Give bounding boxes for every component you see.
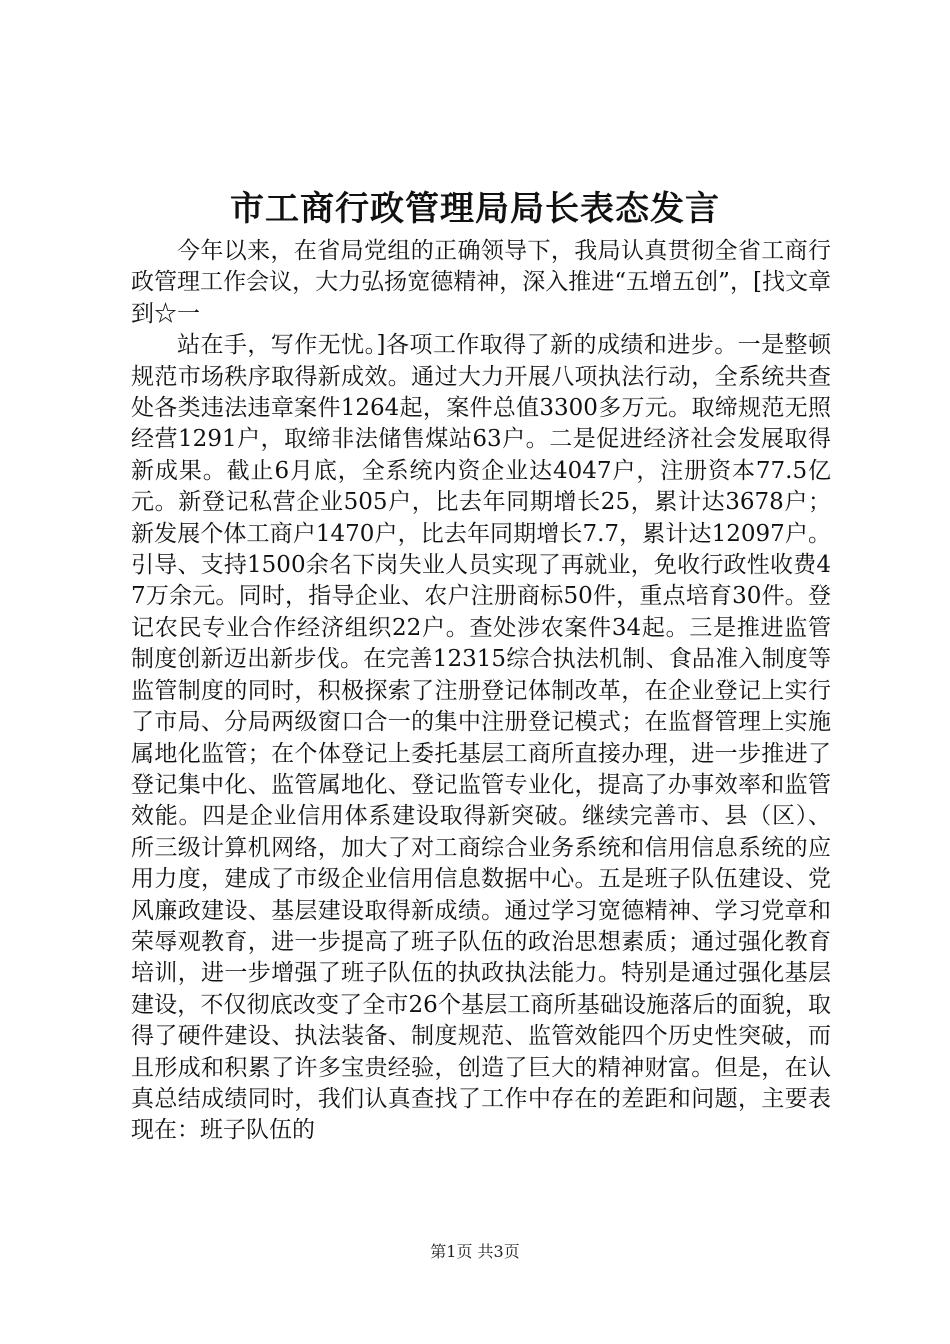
- document-body: [131, 236, 831, 1147]
- paragraph-intro: 今年以来，在省局党组的正确领导下，我局认真贯彻全省工商行政管理工作会议，大力弘扬宽德精神，深入推进“五增五创”，[找文章到☆一: [131, 238, 831, 327]
- page-number-footer: 第1页 共3页: [430, 1242, 520, 1261]
- document-title: 市工商行政管理局局长表态发言: [230, 189, 720, 229]
- paragraph-main: 站在手，写作无忧。]各项工作取得了新的成绩和进步。一是整顿规范市场秩序取得新成效。通过大力开展八项执法行动，全系统共查处各类违法违章案件1264起，案件总值3300多万元。取缔规范无照经营1291户，取缔非法储售煤站63户。二是促进经济社会发展取得新成果。截止6月底，全系统内资企业达4047户，注册资本77.5亿元。新登记私营企业505户，比去年同期增长25，累计达3678户；新发展个体工商户1470户，比去年同期增长7.7，累计达12097户。引导、支持1500余名下岗失业人员实现了再就业，免收行政性收费47万余元。同时，指导企业、农户注册商标50件，重点培育30件。登记农民专业合作经济组织22户。查处涉农案件34起。三是推进监管制度创新迈出新步伐。在完善12315综合执法机制、食品准入制度等监管制度的同时，积极探索了注册登记体制改革，在企业登记上实行了市局、分局两级窗口合一的集中注册登记模式；在监督管理上实施属地化监管；在个体登记上委托基层工商所直接办理，进一步推进了登记集中化、监管属地化、登记监管专业化，提高了办事效率和监管效能。四是企业信用体系建设取得新突破。继续完善市、县（区）、所三级计算机网络，加大了对工商综合业务系统和信用信息系统的应用力度，建成了市级企业信用信息数据中心。五是班子队伍建设、党风廉政建设、基层建设取得新成绩。通过学习宽德精神、学习党章和荣辱观教育，进一步提高了班子队伍的政治思想素质；通过强化教育培训，进一步增强了班子队伍的执政执法能力。特别是通过强化基层建设，不仅彻底改变了全市26个基层工商所基础设施落后的面貌，取得了硬件建设、执法装备、制度规范、监管效能四个历史性突破，而且形成和积累了许多宝贵经验，创造了巨大的精神财富。但是，在认真总结成绩同时，我们认真查找了工作中存在的差距和问题，主要表现在：班子队伍的: [131, 332, 831, 1144]
